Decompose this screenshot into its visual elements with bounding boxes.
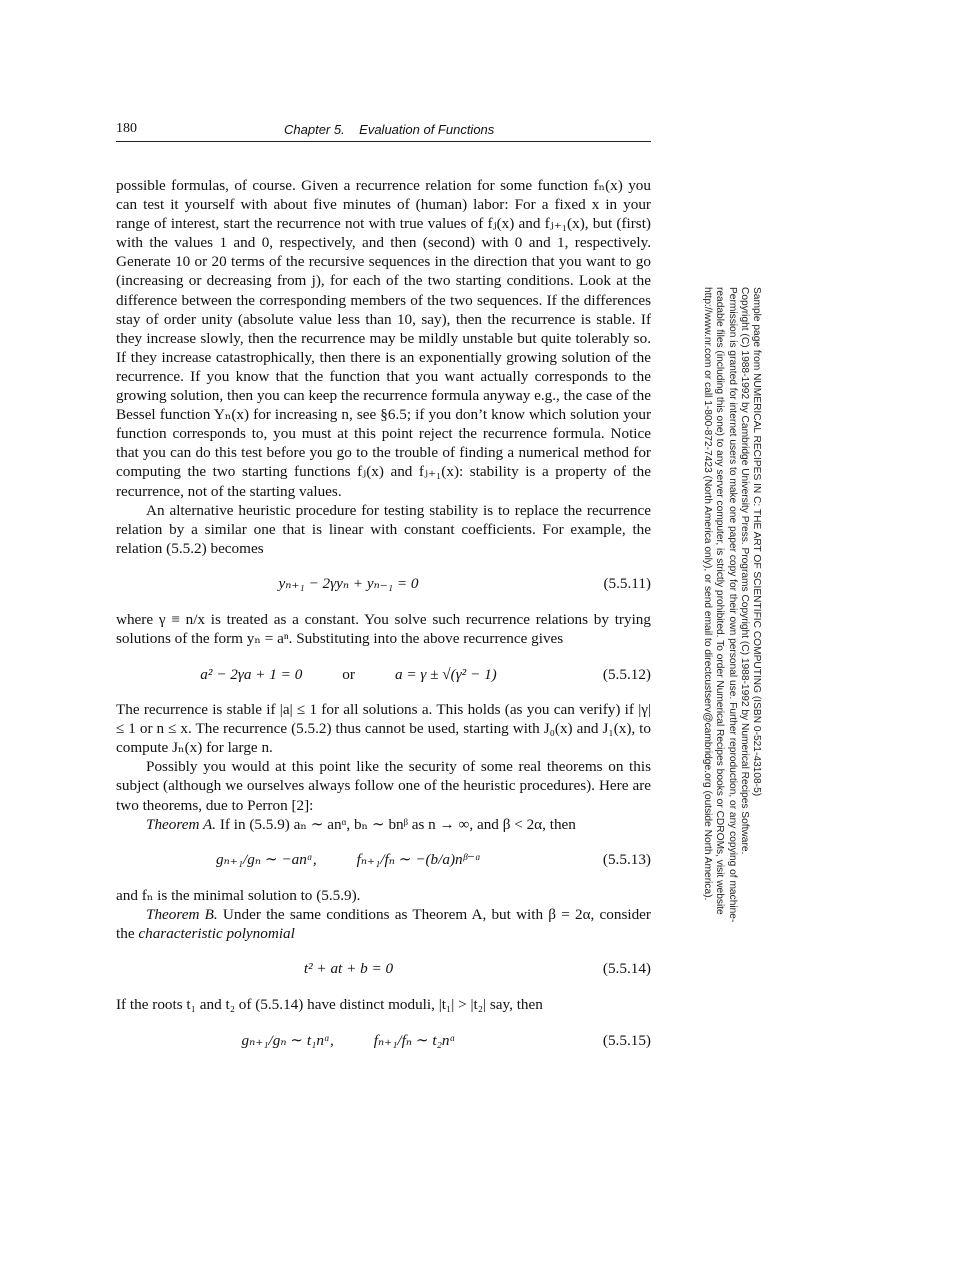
equation-number: (5.5.13)	[602, 851, 651, 869]
page-header	[116, 121, 651, 142]
main-text	[116, 176, 651, 1066]
page-number: 180	[116, 121, 137, 136]
equation-5-5-15	[116, 1021, 651, 1059]
theorem-b	[116, 905, 651, 943]
equation-left: gₙ₊₁/gₙ ∼ t₁nᵅ,	[241, 1031, 334, 1049]
equation-5-5-13	[116, 841, 651, 879]
running-head: Chapter 5. Evaluation of Functions	[284, 122, 495, 137]
equation-5-5-14	[116, 950, 651, 988]
equation-right: a = γ ± √(γ² − 1)	[394, 665, 497, 683]
paragraph: If the roots t₁ and t₂ of (5.5.14) have distinct moduli, |t₁| > |t₂| say, then	[116, 996, 543, 1013]
paragraph: Possibly you would at this point like the security of some real theorems on this subject (although we ourselves always follow one of the heuristic procedures). Here are two theorems, due to Perron [2]:	[116, 758, 651, 814]
equation-right: fₙ₊₁/fₙ ∼ t₂nᵅ	[373, 1031, 456, 1049]
equation-number: (5.5.15)	[602, 1031, 651, 1049]
theorem-label: Theorem B.	[146, 905, 218, 923]
sidebar-line: http://www.nr.com or call 1-800-872-7423 (North America only), or send email to directcustserv@cambridge.org (outside North America).	[702, 287, 714, 901]
theorem-text: Under the same conditions as Theorem A, but with β = 2α, consider the	[116, 905, 651, 942]
equation-left: gₙ₊₁/gₙ ∼ −anᵅ,	[216, 851, 317, 869]
paragraph: possible formulas, of course. Given a recurrence relation for some function fₙ(x) you can test it yourself with about five minutes of (human) labor: For a fixed x in your range of interest, start the recurrence not with true values of fⱼ(x) and fⱼ₊₁(x), but (first) with the values 1 and 0, respectively, and then (second) with 0 and 1, respectively. Generate 10 or 20 terms of the recursive sequences in the direction that you want to go (increasing or decreasing from j), for each of the two starting conditions. Look at the difference between the corresponding members of the two sequences. If the differences stay of order unity (absolute value less than 10, say), then the recurrence is stable. If they increase slowly, then the recurrence may be mildly unstable but quite tolerably so. If they increase catastrophically, then there is an exponentially growing solution of the recurrence. If you know that the function that you want actually corresponds to the growing solution, then you can keep the recurrence formula anyway e.g., the case of the Bessel function Yₙ(x) for increasing n, see §6.5; if you don’t know which solution your function corresponds to, you must at this point reject the recurrence formula. Notice that you can do this test before you go to the trouble of finding a numerical method for computing the two starting functions fⱼ(x) and fⱼ₊₁(x): stability is a property of the recurrence, not of the starting values.	[116, 177, 651, 500]
paragraph: and fₙ is the minimal solution to (5.5.9).	[116, 886, 361, 904]
equation-5-5-11	[116, 565, 651, 603]
theorem-a	[116, 815, 651, 834]
equation-number: (5.5.12)	[602, 665, 651, 683]
paragraph: An alternative heuristic procedure for testing stability is to replace the recurrence relation by a similar one that is linear with constant coefficients. For example, the relation (5.5.2) becomes	[116, 501, 651, 557]
copyright-sidebar	[700, 287, 762, 977]
equation-number: (5.5.11)	[603, 575, 651, 593]
emphasized-term: characteristic polynomial	[138, 924, 295, 942]
equation-connector: or	[342, 665, 355, 683]
theorem-text: If in (5.5.9) aₙ ∼ anᵅ, bₙ ∼ bnᵝ as n → ∞, and β < 2α, then	[216, 815, 576, 833]
sidebar-line: Sample page from NUMERICAL RECIPES IN C: THE ART OF SCIENTIFIC COMPUTING (ISBN 0-521-43108-5)	[751, 287, 762, 797]
sidebar-line: Permission is granted for internet users to make one paper copy for their own personal use. Further reproduction, or any copying of machine-	[726, 287, 738, 923]
equation-left: a² − 2γa + 1 = 0	[200, 665, 303, 683]
sidebar-line: Copyright (C) 1988-1992 by Cambridge University Press. Programs Copyright (C) 1988-1992 by Numerical Recipes Software.	[738, 287, 750, 855]
paragraph: The recurrence is stable if |a| ≤ 1 for all solutions a. This holds (as you can verify) if |γ| ≤ 1 or n ≤ x. The recurrence (5.5.2) thus cannot be used, starting with J₀(x) and J₁(x), to compute Jₙ(x) for large n.	[116, 701, 651, 757]
sidebar-line: readable files (including this one) to any server computer, is strictly prohibited. To order Numerical Recipes books or CDROMs, visit website	[714, 287, 726, 915]
equation-number: (5.5.14)	[602, 960, 651, 978]
theorem-label: Theorem A.	[146, 815, 217, 833]
equation-expression: yₙ₊₁ − 2γyₙ + yₙ₋₁ = 0	[278, 575, 419, 593]
paragraph: where γ ≡ n/x is treated as a constant. You solve such recurrence relations by trying solutions of the form yₙ = aⁿ. Substituting into the above recurrence gives	[116, 610, 651, 647]
equation-expression: t² + at + b = 0	[303, 960, 394, 978]
equation-right: fₙ₊₁/fₙ ∼ −(b/a)nᵝ⁻ᵅ	[356, 851, 481, 869]
equation-5-5-12	[116, 655, 651, 693]
